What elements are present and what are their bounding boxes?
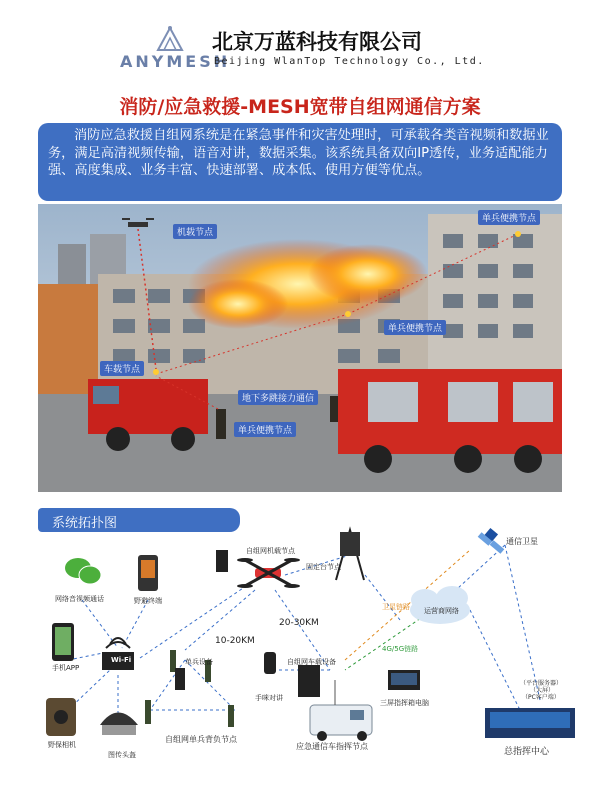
scene-illustration xyxy=(38,204,562,492)
label-single-device: 单兵设备 xyxy=(185,658,213,666)
helmet-icon xyxy=(100,713,138,726)
logo-text: ANYMESH xyxy=(120,52,231,71)
label-fixed-station: 固定台节点 xyxy=(306,563,341,571)
label-command-center: 总指挥中心 xyxy=(504,747,550,757)
label-pc-client: （PC客户端） xyxy=(522,694,560,701)
vehicle-device-icon xyxy=(298,665,320,697)
label-4g5g-link: 4G/5G链路 xyxy=(382,645,419,653)
scene-label-airborne: 机载节点 xyxy=(173,224,217,239)
company-name-en: Beijing WlanTop Technology Co., Ltd. xyxy=(214,56,485,67)
label-wifi: Wi-Fi xyxy=(111,656,132,664)
label-satellite: 通信卫星 xyxy=(506,537,538,546)
label-sat-link: 卫星链路 xyxy=(382,603,410,611)
wechat-icon xyxy=(65,558,101,584)
satellite-icon xyxy=(478,528,505,554)
scene-label-single-bottom: 单兵便携节点 xyxy=(234,422,296,437)
fixed-station-icon xyxy=(336,530,364,580)
label-wechat: 网络音视频通话 xyxy=(55,595,104,603)
label-carrier-network: 运营商网络 xyxy=(424,607,459,615)
label-handheld: 手咪对讲 xyxy=(255,694,283,702)
label-phone-app: 手机APP xyxy=(52,664,80,672)
scene-label-single-mid: 单兵便携节点 xyxy=(384,320,446,335)
label-vehicle-device: 自组网车载设备 xyxy=(287,658,336,666)
handheld-radio-icon xyxy=(264,652,276,674)
label-platform-server: （平台服务器） xyxy=(520,680,563,687)
page-title: 消防/应急救援-MESH宽带自组网通信方案 xyxy=(119,96,481,118)
airborne-device-icon xyxy=(216,550,228,572)
label-trail-camera: 野保相机 xyxy=(48,741,76,749)
label-big-screen: （大屏） xyxy=(530,687,555,694)
topology-section-title: 系统拓扑图 xyxy=(52,516,118,531)
intro-text: 消防应急救援自组网系统是在紧急事件和灾害处理时，可承载各类音视频和数据业务，满足高清视频传输，语音对讲，数据采集。该系统具备双向IP透传，业务适配能力强、高度集成、业务丰富、快速部署、成本低、使用方便等优点。 xyxy=(48,128,549,178)
scene-label-underground: 地下多跳接力通信 xyxy=(238,390,318,405)
label-triple-screen: 三屏指挥箱电脑 xyxy=(380,699,429,707)
label-backpack-node: 自组网单兵背负节点 xyxy=(165,735,237,744)
label-range-2: 20-30KM xyxy=(279,618,319,628)
company-name-cn: 北京万蓝科技有限公司 xyxy=(212,29,422,54)
scene-label-vehicle: 车载节点 xyxy=(100,361,144,376)
label-command-vehicle: 应急通信车指挥节点 xyxy=(296,742,368,751)
label-range-1: 10-20KM xyxy=(215,636,255,646)
carrier-cloud-icon xyxy=(410,586,470,624)
label-airborne-node: 自组网机载节点 xyxy=(246,547,295,555)
scene-label-single-top: 单兵便携节点 xyxy=(478,210,540,225)
anymesh-logo-icon xyxy=(150,24,190,54)
fire-rescue-scene xyxy=(38,204,562,492)
label-helmet: 图传头盔 xyxy=(108,751,136,759)
label-field-terminal: 野避终端 xyxy=(134,597,162,605)
drone-icon xyxy=(237,558,300,588)
